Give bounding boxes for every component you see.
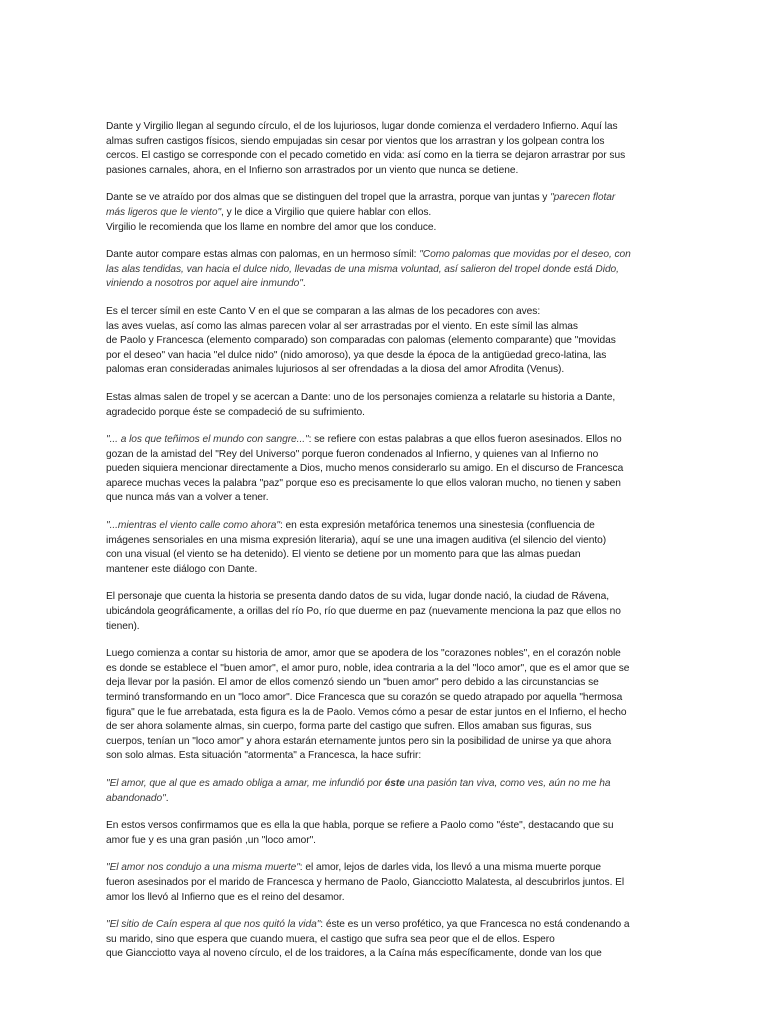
text-line: [106, 947, 658, 962]
text-line: [106, 834, 658, 849]
text-line: [106, 647, 658, 662]
text-line: [106, 861, 658, 876]
quoted-text: éste: [384, 777, 405, 789]
text-line: [106, 334, 658, 349]
text-line: [106, 191, 658, 206]
text-line: [106, 277, 658, 292]
body-text: Luego comienza a contar su historia de amor, amor que se apodera de los "corazones nobles", en el corazón noble: [106, 648, 621, 660]
paragraph: [106, 819, 658, 848]
body-text: : el amor, lejos de darles vida, los llevó a una misma muerte porque: [299, 862, 602, 874]
text-line: [106, 662, 658, 677]
body-text: de Paolo y Francesca (elemento comparado) son comparadas con palomas (elemento comparante) que "movidas: [106, 335, 616, 347]
paragraph: [106, 191, 658, 235]
text-line: [106, 534, 658, 549]
text-line: [106, 876, 658, 891]
paragraph: [106, 918, 658, 962]
paragraph: [106, 248, 658, 292]
body-text: Virgilio le recomienda que los llame en nombre del amor que los conduce.: [106, 221, 437, 233]
body-text: agradecido porque éste se compadeció de su sufrimiento.: [106, 406, 365, 418]
text-line: [106, 320, 658, 335]
text-line: [106, 477, 658, 492]
quoted-text: las alas tendidas, van hacia el dulce nido, llevadas de una misma voluntad, así salieron del tropel donde está Dido,: [106, 263, 619, 275]
text-line: [106, 706, 658, 721]
text-line: [106, 735, 658, 750]
quoted-text: "El amor, que al que es amado obliga a amar, me infundió por: [106, 777, 385, 789]
quoted-text: "...mientras el viento calle como ahora": [106, 520, 280, 532]
body-text: amor fue y es una gran pasión ,un "loco amor".: [106, 834, 316, 846]
body-text: de ser ahora solamente almas, sin cuerpo, forma parte del castigo que sufren. Ellos amaban sus figuras, sus: [106, 721, 592, 733]
text-line: [106, 933, 658, 948]
text-line: [106, 206, 658, 221]
text-line: [106, 792, 658, 807]
text-line: [106, 448, 658, 463]
text-line: [106, 620, 658, 635]
body-text: Dante y Virgilio llegan al segundo círculo, el de los lujuriosos, lugar donde comienza el verdadero Infierno. Aquí las: [106, 121, 618, 132]
text-line: [106, 135, 658, 150]
body-text: su marido, sino que espera que cuando muera, el castigo que sufra sea peor que el de ellos. Espero: [106, 933, 555, 945]
paragraph: [106, 861, 658, 905]
text-line: [106, 248, 658, 263]
body-text: gozan de la amistad del "Rey del Universo" porque fueron condenados al Infierno, y quienes van al Infierno no: [106, 448, 599, 460]
text-line: [106, 720, 658, 735]
body-text: pueden siquiera mencionar directamente a Dios, mucho menos considerarlo su amigo. En el discurso de Francesca: [106, 463, 624, 475]
text-line: [106, 519, 658, 534]
paragraph: [106, 391, 658, 420]
body-text: almas sufren castigos físicos, siendo empujadas sin cesar por vientos que los arrastran y los golpean contra los: [106, 135, 605, 147]
quoted-text: viniendo a nosotros por aquel aire inmundo": [106, 278, 303, 290]
body-text: Estas almas salen de tropel y se acercan a Dante: uno de los personajes comienza a relatarle su historia a Dante,: [106, 391, 616, 403]
text-line: [106, 691, 658, 706]
body-text: las aves vuelas, así como las almas parecen volar al ser arrastradas por el viento. En este símil las almas: [106, 320, 578, 332]
text-line: [106, 391, 658, 406]
text-line: [106, 605, 658, 620]
text-line: [106, 349, 658, 364]
text-line: [106, 120, 658, 135]
paragraph: [106, 519, 658, 577]
body-text: Dante autor compare estas almas con palomas, en un hermoso símil:: [106, 249, 420, 261]
quoted-text: "El amor nos condujo a una misma muerte": [106, 862, 300, 874]
body-text: mantener este diálogo con Dante.: [106, 563, 258, 575]
paragraph: [106, 433, 658, 506]
body-text: .: [302, 278, 306, 290]
quoted-text: "El sitio de Caín espera al que nos quitó la vida": [106, 919, 321, 931]
body-text: Es el tercer símil en este Canto V en el que se comparan a las almas de los pecadores con aves:: [106, 305, 541, 317]
text-line: [106, 406, 658, 421]
body-text: amor los llevó al Infierno que es el reino del desamor.: [106, 891, 345, 903]
body-text: es donde se establece el "buen amor", el amor puro, noble, idea contraria a la del "loco amor", que es el amor que se: [106, 662, 630, 674]
body-text: cuerpos, tenían un "loco amor" y ahora estarán eternamente juntos pero sin la posibilidad de unirse ya que ahora: [106, 735, 612, 747]
body-text: .: [165, 792, 169, 804]
body-text: palomas eran consideradas animales lujuriosos al ser ofrendadas a la diosa del amor Afrodita (Venus).: [106, 364, 565, 376]
paragraph: [106, 647, 658, 764]
body-text: con una visual (el viento se ha detenido). El viento se detiene por un momento para que las almas puedan: [106, 549, 581, 561]
body-text: que Giancciotto vaya al noveno círculo, el de los traidores, a la Caína más específicamente, donde van los que: [106, 948, 602, 960]
text-line: [106, 777, 658, 792]
body-text: cercos. El castigo se corresponde con el pecado cometido en vida: así como en la tierra se dejaron arrastrar por sus: [106, 150, 626, 162]
body-text: que nunca más van a volver a tener.: [106, 492, 269, 504]
text-line: [106, 590, 658, 605]
quoted-text: más ligeros que le viento": [106, 206, 222, 218]
text-line: [106, 433, 658, 448]
body-text: por el deseo" van hacia "el dulce nido" (nido amoroso), ya que desde la época de la antigüedad greco-latina, las: [106, 349, 607, 361]
paragraph: [106, 590, 658, 634]
body-text: son solo almas. Esta situación "atormenta" a Francesca, la hace sufrir:: [106, 750, 422, 762]
text-line: [106, 749, 658, 764]
text-line: [106, 563, 658, 578]
body-text: deja llevar por la pasión. El amor de ellos comenzó siendo un "buen amor" pero debido a las circunstancias se: [106, 677, 599, 689]
body-text: tienen).: [106, 620, 140, 632]
body-text: En estos versos confirmamos que es ella la que habla, porque se refiere a Paolo como "éste", destacando que su: [106, 820, 614, 832]
text-line: [106, 305, 658, 320]
quoted-text: "Como palomas que movidas por el deseo, con: [419, 249, 631, 261]
text-line: [106, 363, 658, 378]
text-line: [106, 548, 658, 563]
body-text: fueron asesinados por el marido de Francesca y hermano de Paolo, Giancciotto Malatesta, al descubrirlos juntos. El: [106, 876, 625, 888]
paragraph: [106, 777, 658, 806]
text-line: [106, 164, 658, 179]
body-text: ubicándola geográficamente, a orillas del río Po, río que duerme en paz (nuevamente menciona la paz que ellos no: [106, 606, 621, 618]
text-line: [106, 462, 658, 477]
body-text: : se refiere con estas palabras a que ellos fueron asesinados. Ellos no: [308, 434, 622, 446]
text-line: [106, 676, 658, 691]
body-text: : en esta expresión metafórica tenemos una sinestesia (confluencia de: [279, 520, 595, 532]
text-line: [106, 263, 658, 278]
quoted-text: "parecen flotar: [550, 192, 616, 204]
text-line: [106, 891, 658, 906]
body-text: Dante se ve atraído por dos almas que se distinguen del tropel que la arrastra, porque van juntas y: [106, 192, 551, 204]
body-text: figura" que le fue arrebatada, esta figura es la de Paolo. Vemos cómo a pesar de estar juntos en el Infierno, el hecho: [106, 706, 627, 718]
body-text: : éste es un verso profético, ya que Francesca no está condenando a: [320, 919, 630, 931]
text-line: [106, 149, 658, 164]
paragraph: [106, 120, 658, 178]
quoted-text: una pasión tan viva, como ves, aún no me ha: [404, 777, 611, 789]
body-text: pasiones carnales, ahora, en el Infierno son arrastrados por un viento que nunca se detiene.: [106, 164, 519, 176]
quoted-text: "... a los que teñimos el mundo con sangre...": [106, 434, 309, 446]
body-text: aparece muchas veces la palabra "paz" porque eso es precisamente lo que ellos valoran mucho, no tienen y saben: [106, 477, 621, 489]
body-text: terminó transformando en un "loco amor". Dice Francesca que su corazón se quedo atrapado por aquella "hermosa: [106, 692, 623, 703]
body-text: imágenes sensoriales en una misma expresión literaria), aquí se une una imagen auditiva (el silencio del viento): [106, 534, 607, 546]
body-text: El personaje que cuenta la historia se presenta dando datos de su vida, lugar donde nació, la ciudad de Rávena,: [106, 591, 610, 603]
document-body: [106, 120, 658, 975]
text-line: [106, 491, 658, 506]
text-line: [106, 221, 658, 236]
text-line: [106, 819, 658, 834]
body-text: , y le dice a Virgilio que quiere hablar con ellos.: [221, 206, 432, 218]
paragraph: [106, 305, 658, 378]
text-line: [106, 918, 658, 933]
quoted-text: abandonado": [106, 792, 166, 804]
